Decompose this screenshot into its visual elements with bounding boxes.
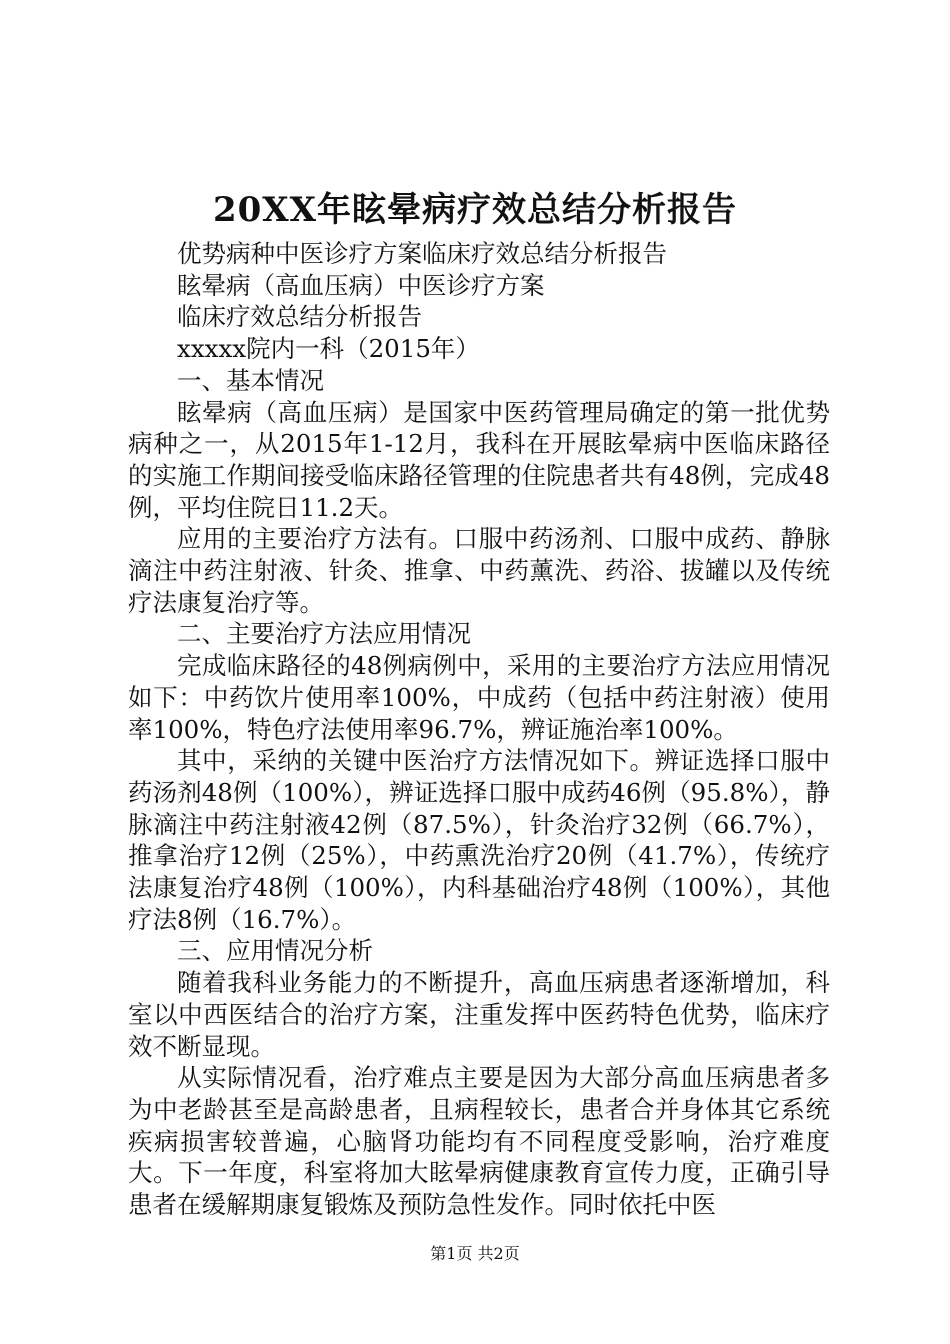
document-body (128, 238, 830, 1221)
page-footer: 第1页 共2页 (430, 1244, 520, 1263)
document-title: 20XX年眩晕病疗效总结分析报告 (212, 190, 738, 230)
paragraph-basic-info: 眩晕病（高血压病）是国家中医药管理局确定的第一批优势病种之一，从2015年1-12月，我科在开展眩晕病中医临床路径的实施工作期间接受临床路径管理的住院患者共有48例，完成48例，平均住院日11.2天。 (128, 397, 830, 522)
section-heading-application: 二、主要治疗方法应用情况 (177, 619, 471, 649)
subtitle-line-2: 眩晕病（高血压病）中医诊疗方案 (177, 270, 545, 300)
paragraph-analysis-2: 从实际情况看，治疗难点主要是因为大部分高血压病患者多为中老龄甚至是高龄患者，且病程较长，患者合并身体其它系统疾病损害较普遍，心脑肾功能均有不同程度受影响，治疗难度大。下一年度，科室将加大眩晕病健康教育宣传力度，正确引导患者在缓解期康复锻炼及预防急性发作。同时依托中医 (128, 1063, 830, 1220)
paragraph-treatment-methods: 应用的主要治疗方法有。口服中药汤剂、口服中成药、静脉滴注中药注射液、针灸、推拿、中药薰洗、药浴、拔罐以及传统疗法康复治疗等。 (128, 524, 830, 617)
paragraph-analysis-1: 随着我科业务能力的不断提升，高血压病患者逐渐增加，科室以中西医结合的治疗方案，注重发挥中医药特色优势，临床疗效不断显现。 (128, 968, 830, 1061)
paragraph-key-methods: 其中，采纳的关键中医治疗方法情况如下。辨证选择口服中药汤剂48例（100%），辨证选择口服中成药46例（95.8%），静脉滴注中药注射液42例（87.5%），针灸治疗32例（66.7%），推拿治疗12例（25%），中药熏洗治疗20例（41.7%），传统疗法康复治疗48例（100%），内科基础治疗48例（100%），其他疗法8例（16.7%）。 (128, 746, 830, 934)
subtitle-line-3: 临床疗效总结分析报告 (177, 302, 422, 332)
section-heading-basic: 一、基本情况 (177, 365, 324, 395)
paragraph-usage-rates: 完成临床路径的48例病例中，采用的主要治疗方法应用情况如下：中药饮片使用率100%，中成药（包括中药注射液）使用率100%，特色疗法使用率96.7%，辨证施治率100%。 (128, 651, 830, 744)
department-line: xxxxx院内一科（2015年） (177, 334, 480, 364)
section-heading-analysis: 三、应用情况分析 (177, 936, 373, 966)
subtitle-line-1: 优势病种中医诊疗方案临床疗效总结分析报告 (177, 239, 667, 268)
